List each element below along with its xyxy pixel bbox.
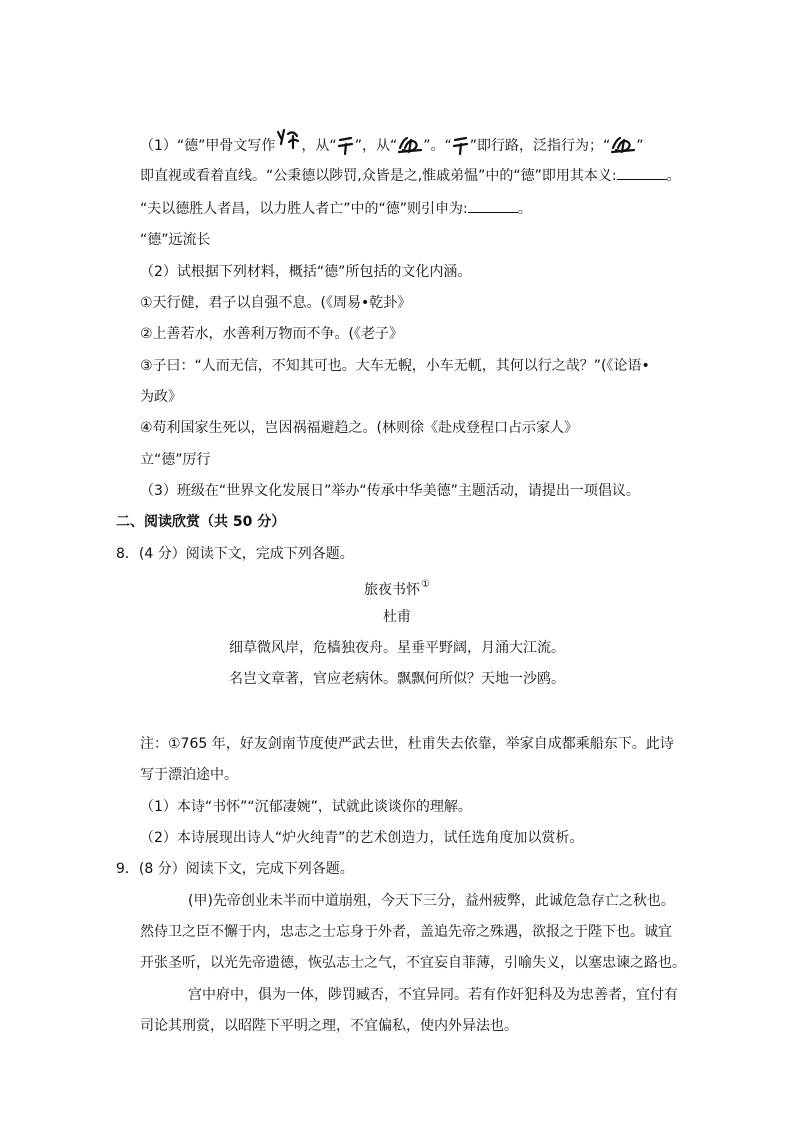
q8-sub-question-2: （2）本诗展现出诗人“炉火纯青”的艺术创造力，试任选角度加以赏析。	[140, 830, 584, 846]
poem-note-line-2: 写于漂泊途中。	[140, 767, 238, 783]
section-heading-de-yuan-liu-chang: “德”远流长	[140, 232, 211, 248]
q7-part1-line1	[140, 128, 644, 156]
classical-text-line-3: 开张圣听，以光先帝遗德，恢弘志士之气，不宜妄自菲薄，引喻失义，以塞忠谏之路也。	[140, 955, 686, 971]
q7-part1-from1: ，从“	[301, 138, 337, 154]
q7-part2-question: （2）试根据下列材料，概括“德”所包括的文化内涵。	[140, 264, 472, 280]
poem-title: 旅夜书怀①	[364, 579, 430, 598]
q8-intro: 8．(4 分）阅读下文，完成下列各题。	[116, 546, 354, 562]
part2-heading: 二、阅读欣赏（共 50 分）	[116, 514, 286, 530]
q7-part1-from2: ”，从“	[354, 138, 398, 154]
oracle-zhi-glyph-icon	[397, 134, 423, 156]
q7-part3-question: （3）班级在“世界文化发展日”举办“传承中华美德”主题活动，请提出一项倡议。	[140, 483, 640, 499]
oracle-zhi-glyph-icon	[610, 134, 636, 156]
section-heading-li-de-li-xing: 立“德”厉行	[140, 452, 211, 468]
answer-blank[interactable]	[617, 165, 667, 180]
poem-line-1: 细草微风岸，危樯独夜舟。星垂平野阔，月涌大江流。	[229, 640, 565, 656]
poem-author: 杜甫	[383, 609, 411, 625]
poem-note-line-1: 注：①765 年，好友剑南节度使严武去世，杜甫失去依靠，举家自成都乘船东下。此诗	[140, 736, 674, 752]
material-item-3: ③子曰：“人而无信，不知其可也。大车无輗，小车无軏，其何以行之哉？”(《论语•	[140, 358, 650, 374]
answer-blank[interactable]	[468, 198, 518, 213]
footnote-marker: ①	[421, 579, 430, 590]
q9-intro: 9．(8 分）阅读下文，完成下列各题。	[116, 861, 354, 877]
q7-part1-prefix: （1）“德”甲骨文写作	[140, 138, 276, 154]
classical-text-line-1: (甲)先帝创业未半而中道崩殂，今天下三分，益州疲弊，此诚危急存亡之秋也。	[188, 893, 675, 909]
oracle-xing-glyph-icon	[452, 134, 470, 156]
poem-line-2: 名岂文章著，官应老病休。飘飘何所似？天地一沙鸥。	[229, 671, 565, 687]
oracle-de-glyph-icon	[275, 128, 301, 156]
material-item-2: ②上善若水，水善利万物而不争。(《老子》	[140, 326, 404, 342]
classical-text-line-5: 司论其刑赏，以昭陛下平明之理，不宜偏私，使内外异法也。	[140, 1018, 518, 1034]
q7-part1-end: ”	[636, 138, 644, 154]
q7-part1-quote: ”。“	[423, 138, 452, 154]
q7-part1-mid: ”即行路，泛指行为；“	[469, 138, 611, 154]
material-item-1: ①天行健，君子以自强不息。(《周易•乾卦》	[140, 295, 412, 311]
material-item-3-continued: 为政》	[140, 389, 182, 405]
oracle-xing-glyph-icon	[337, 134, 355, 156]
classical-text-line-2: 然侍卫之臣不懈于内，忠志之士忘身于外者，盖追先帝之殊遇，欲报之于陛下也。诚宜	[140, 924, 672, 940]
classical-text-line-4: 宫中府中，俱为一体，陟罚臧否，不宜异同。若有作奸犯科及为忠善者，宜付有	[188, 987, 678, 1003]
q7-part1-line3: “夫以德胜人者昌，以力胜人者亡”中的“德”则引申为: 。	[140, 198, 532, 219]
q7-part1-line2: 即直视或看着直线。“公秉德以陟罚,众皆是之,惟戚弟愠”中的“德”即用其本义: 。	[140, 165, 681, 186]
q8-sub-question-1: （1）本诗“书怀”“沉郁凄婉”，试就此谈谈你的理解。	[140, 799, 472, 815]
material-item-4: ④苟利国家生死以，岂因祸福避趋之。(林则徐《赴戍登程口占示家人》	[140, 420, 579, 436]
